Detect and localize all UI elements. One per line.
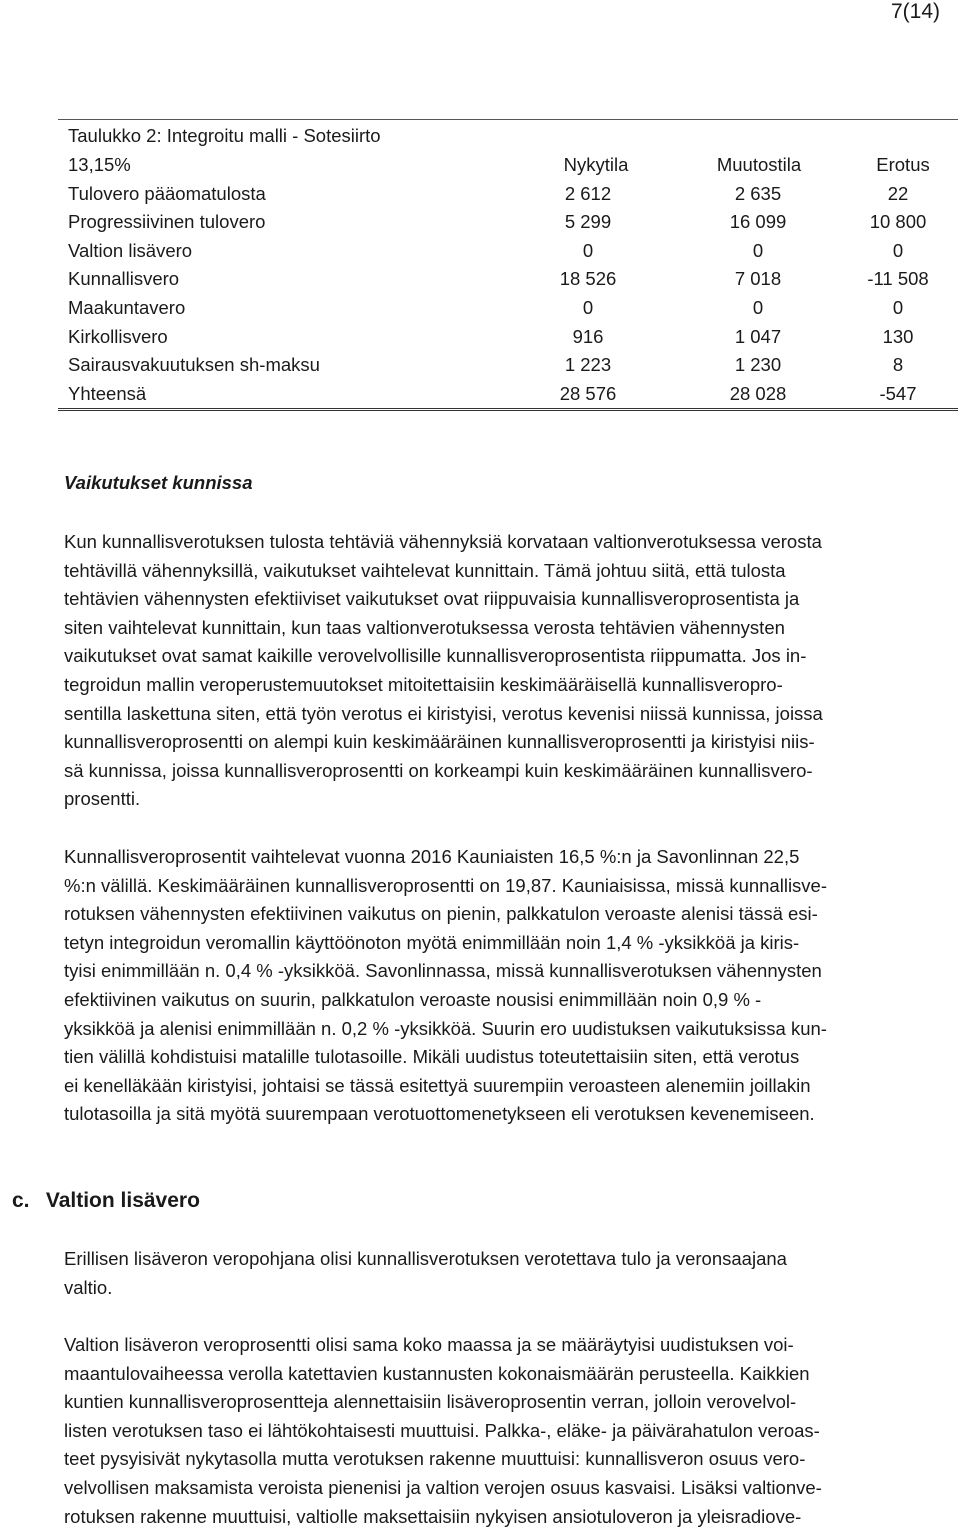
text-line: tegroidun mallin veroperustemuutokset mitoitettaisiin keskimääräisellä kunnallisveropro- — [64, 673, 783, 695]
paragraph-tax-base — [64, 1245, 954, 1302]
row-erotus: 10 800 — [869, 211, 927, 233]
text-line: prosentti. — [64, 788, 141, 810]
header-erotus: Erotus — [876, 154, 930, 175]
total-nykytila: 28 576 — [559, 382, 617, 404]
row-label: Progressiivinen tulovero — [68, 211, 266, 233]
text-line: yksikköä ja alenisi enimmillään n. 0,2 % -yksikköä. Suurin ero uudistuksen vaikutuksissa kun- — [64, 1017, 827, 1039]
paragraph-tax-rate — [64, 1331, 954, 1531]
text-line: velvollisen maksamista veroista pienenisi ja valtion verojen osuus kasvaisi. Lisäksi valtionve- — [64, 1476, 822, 1498]
table-caption: Taulukko 2: Integroitu malli - Sotesiirto — [68, 125, 381, 146]
text-line: rotuksen rakenne muuttuisi, valtiolle maksettaisiin nykyisen ansiotuloveron ja yleisradiove- — [64, 1505, 802, 1527]
table-row — [58, 208, 958, 237]
text-line: Erillisen lisäveron veropohjana olisi kunnallisverotuksen verotettava tulo ja veronsaajana — [64, 1248, 787, 1269]
row-label: Tulovero pääomatulosta — [68, 182, 266, 204]
row-label: Maakuntavero — [68, 296, 186, 318]
table-row — [58, 351, 958, 380]
text-line: maantulovaiheessa verolla katettavien kustannusten kokonaismäärän perusteella. Kaikkien — [64, 1362, 810, 1384]
header-muutostila: Muutostila — [716, 154, 802, 175]
table-total-row — [58, 380, 958, 411]
text-line: %:n välillä. Keskimääräinen kunnallisveroprosentti on 19,87. Kauniaisissa, missä kunnallisve- — [64, 874, 827, 896]
row-muutostila: 2 635 — [734, 182, 782, 204]
row-nykytila: 18 526 — [559, 268, 617, 290]
row-muutostila: 0 — [752, 239, 764, 261]
text-line: tehtävien vähennysten efektiiviset vaikutukset ovat riippuvaisia kunnallisveroprosentista ja — [64, 588, 800, 610]
text-line: Valtion lisäveron veroprosentti olisi sama koko maassa ja se määräytyisi uudistuksen voi- — [64, 1334, 794, 1355]
row-label: Valtion lisävero — [68, 239, 193, 261]
row-muutostila: 16 099 — [729, 211, 787, 233]
text-line: rotuksen vähennysten efektiivinen vaikutus on pienin, palkkatulon veroaste alenisi tässä esi- — [64, 903, 818, 925]
total-muutostila: 28 028 — [729, 382, 787, 404]
row-label: Sairausvakuutuksen sh-maksu — [68, 354, 320, 376]
row-nykytila: 0 — [582, 296, 594, 318]
row-nykytila: 916 — [572, 325, 604, 347]
table-header-row — [58, 151, 958, 180]
table-row — [58, 237, 958, 266]
text-line: sä kunnissa, joissa kunnallisveroprosentti on korkeampi kuin keskimääräinen kunnallisvero- — [64, 759, 813, 781]
row-erotus: 0 — [892, 296, 904, 318]
row-label: Kunnallisvero — [68, 268, 180, 290]
row-muutostila: 7 018 — [734, 268, 782, 290]
text-line: siten vaihtelevat kunnittain, kun taas valtionverotuksessa verosta tehtävien vähennysten — [64, 616, 785, 638]
row-erotus: 0 — [892, 239, 904, 261]
header-rate: 13,15% — [68, 154, 131, 175]
section-title: Valtion lisävero — [45, 1189, 200, 1212]
total-erotus: -547 — [879, 382, 917, 404]
paragraph-municipal-effects — [64, 528, 954, 814]
row-label: Kirkollisvero — [68, 325, 168, 347]
row-muutostila: 0 — [752, 296, 764, 318]
text-line: sentilla laskettuna siten, että työn verotus ei kiristyisi, verotus kevenisi niissä kunnissa, joissa — [64, 702, 823, 724]
text-line: listen verotuksen taso ei lähtökohtaisesti muuttuisi. Palkka-, eläke- ja päivärahatulon veroas- — [64, 1419, 820, 1441]
row-erotus: 22 — [887, 182, 909, 204]
row-muutostila: 1 047 — [734, 325, 782, 347]
table-row — [58, 180, 958, 209]
subheading-vaikutukset: Vaikutukset kunnissa — [64, 472, 253, 493]
text-line: Kunnallisveroprosentit vaihtelevat vuonna 2016 Kauniaisten 16,5 %:n ja Savonlinnan 22,5 — [64, 846, 800, 867]
text-line: teet pysyisivät nykytasolla mutta verotuksen rakenne muuttuisi: kunnallisveron osuus vero- — [64, 1448, 806, 1470]
text-line: valtio. — [64, 1276, 113, 1298]
text-line: tyisi enimmillään n. 0,4 % -yksikköä. Savonlinnassa, missä kunnallisverotuksen vähennysten — [64, 960, 822, 982]
paragraph-tax-rates — [64, 843, 954, 1129]
text-line: tien välillä kohdistuisi matalille tulotasoille. Mikäli uudistus toteutettaisiin siten, että verotus — [64, 1046, 800, 1068]
tax-table — [58, 119, 958, 411]
section-heading — [12, 1186, 200, 1216]
table-top-rule — [58, 119, 958, 120]
header-nykytila: Nykytila — [563, 154, 629, 175]
page-number: 7(14) — [890, 0, 940, 23]
row-nykytila: 0 — [582, 239, 594, 261]
row-erotus: 130 — [882, 325, 914, 347]
text-line: tehtävillä vähennyksillä, vaikutukset vaihtelevat kunnittain. Tämä johtuu siitä, että tulosta — [64, 559, 786, 581]
text-line: efektiivinen vaikutus on suurin, palkkatulon veroaste nousisi enimmillään noin 0,9 % - — [64, 988, 762, 1010]
table-row — [58, 294, 958, 323]
row-erotus: -11 508 — [867, 268, 929, 290]
section-letter: c. — [12, 1189, 30, 1212]
text-line: vaikutukset ovat samat kaikille verovelvollisille kunnallisveroprosentista riippumatta. Jos in- — [64, 645, 807, 667]
total-label: Yhteensä — [68, 382, 147, 404]
text-line: ei kenelläkään kiristyisi, johtaisi se tässä esitettyä suurempiin veroasteen alenemiin joillakin — [64, 1074, 811, 1096]
text-line: Kun kunnallisverotuksen tulosta tehtäviä vähennyksiä korvataan valtionverotuksessa verosta — [64, 531, 822, 552]
row-nykytila: 5 299 — [564, 211, 612, 233]
row-erotus: 8 — [892, 354, 904, 376]
row-nykytila: 2 612 — [564, 182, 612, 204]
text-line: tulotasoilla ja sitä myötä suurempaan verotuottomenetykseen eli verotuksen kevenemiseen. — [64, 1103, 815, 1125]
table-row — [58, 323, 958, 352]
row-muutostila: 1 230 — [734, 354, 782, 376]
row-nykytila: 1 223 — [564, 354, 612, 376]
text-line: kunnallisveroprosentti on alempi kuin keskimääräinen kunnallisveroprosentti ja kiristyisi niis- — [64, 731, 815, 753]
text-line: tetyn integroidun veromallin käyttöönoton myötä enimmillään noin 1,4 % -yksikköä ja kiris- — [64, 931, 800, 953]
text-line: kuntien kunnallisveroprosentteja alennettaisiin lisäveroprosentin verran, jolloin verovelvol- — [64, 1391, 797, 1413]
table-row — [58, 265, 958, 294]
